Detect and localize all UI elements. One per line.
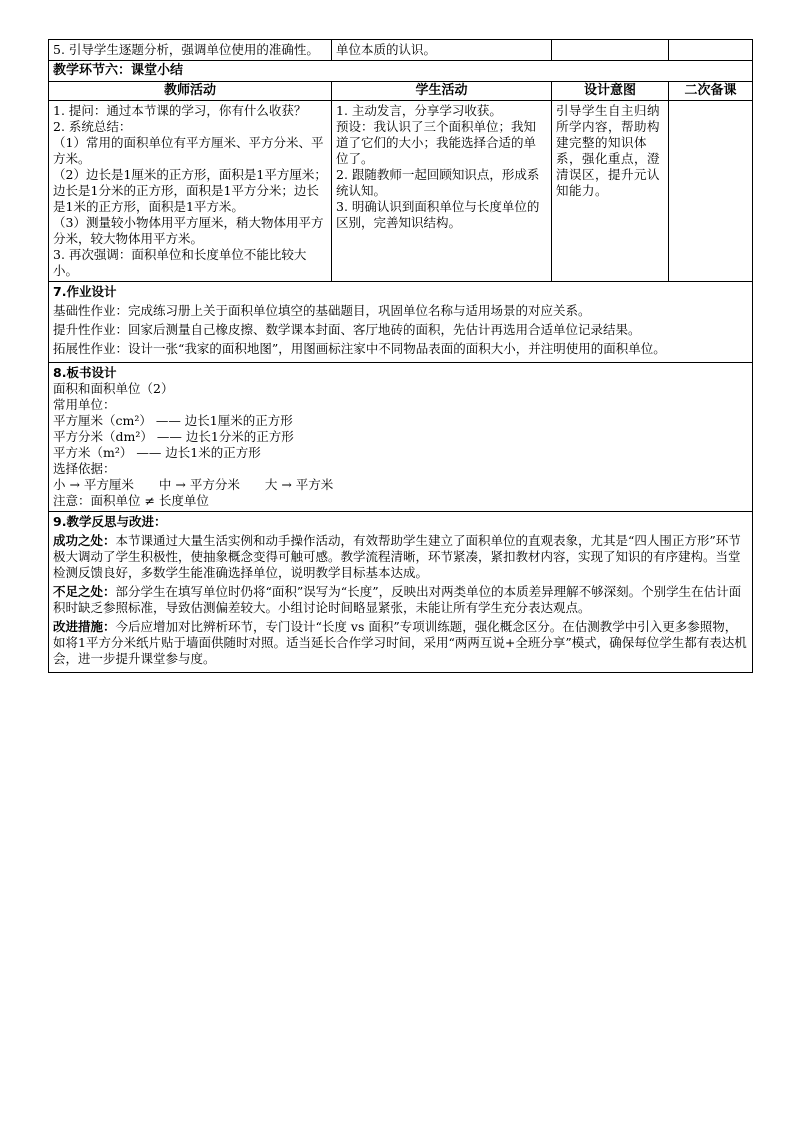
student-line: 2. 跟随教师一起回顾知识点，形成系统认知。	[336, 167, 540, 198]
reflection-improve	[53, 619, 748, 667]
board-line: 面积和面积单位（2）	[53, 381, 174, 396]
header-teacher-activity: 教师活动	[49, 82, 332, 101]
teacher-activity-cell: 5. 引导学生逐题分析，强调单位使用的准确性。	[49, 40, 332, 61]
board-line: 平方厘米（cm²） —— 边长1厘米的正方形	[53, 413, 293, 428]
board-line: 常用单位：	[53, 397, 116, 412]
header-second-prep: 二次备课	[669, 82, 753, 101]
column-header-row	[49, 82, 753, 101]
section6-student-cell	[332, 101, 552, 282]
student-line: 1. 主动发言，分享学习收获。	[336, 103, 502, 118]
board-line: 小 → 平方厘米 中 → 平方分米 大 → 平方米	[53, 477, 334, 492]
section6-title: 教学环节六：课堂小结	[49, 61, 753, 82]
section6-teacher-cell	[49, 101, 332, 282]
section7-title: 7.作业设计	[53, 284, 117, 299]
section6-content-row	[49, 101, 753, 282]
homework-design-cell	[49, 282, 753, 363]
reflection-lack	[53, 584, 748, 616]
header-student-activity: 学生活动	[332, 82, 552, 101]
teacher-line: （1）常用的面积单位有平方厘米、平方分米、平方米。	[53, 135, 324, 166]
student-line: 3. 明确认识到面积单位与长度单位的区别，完善知识结构。	[336, 199, 540, 230]
section9-title: 9.教学反思与改进：	[53, 514, 167, 529]
teacher-line: 1. 提问：通过本节课的学习，你有什么收获？	[53, 103, 307, 118]
section6-title-row	[49, 61, 753, 82]
lack-text: 部分学生在填写单位时仍将“面积”误写为“长度”，反映出对两类单位的本质差异理解不够深刻。个别学生在估计面积时缺乏参照标准，导致估测偏差较大。小组讨论时间略显紧张，未能让所有学生充分表达观点。	[53, 584, 742, 615]
section8-title: 8.板书设计	[53, 365, 117, 380]
section6-design-cell: 引导学生自主归纳所学内容，帮助构建完整的知识体系，强化重点，澄清误区，提升元认知能力。	[552, 101, 669, 282]
board-line: 选择依据：	[53, 461, 116, 476]
lesson-plan-page	[48, 39, 752, 673]
student-line: 预设：我认识了三个面积单位；我知道了它们的大小；我能选择合适的单位了。	[336, 119, 537, 166]
reflection-success	[53, 533, 748, 581]
homework-line: 提升性作业：回家后测量自己橡皮擦、数学课本封面、客厅地砖的面积，先估计再选用合适单位记录结果。	[53, 322, 641, 337]
student-activity-cell: 单位本质的认识。	[332, 40, 552, 61]
teacher-line: （2）边长是1厘米的正方形，面积是1平方厘米；边长是1分米的正方形，面积是1平方分米；边长是1米的正方形，面积是1平方米。	[53, 167, 327, 214]
lack-label: 不足之处：	[53, 584, 116, 599]
reflection-cell	[49, 512, 753, 673]
header-design-intent: 设计意图	[552, 82, 669, 101]
section7-row	[49, 282, 753, 363]
design-intent-cell	[552, 40, 669, 61]
teacher-line: 3. 再次强调：面积单位和长度单位不能比较大小。	[53, 247, 307, 278]
improve-label: 改进措施：	[53, 619, 116, 634]
homework-line: 拓展性作业：设计一张“我家的面积地图”，用图画标注家中不同物品表面的面积大小，并注明使用的面积单位。	[53, 341, 666, 356]
success-label: 成功之处：	[53, 533, 116, 548]
teacher-line: 2. 系统总结：	[53, 119, 132, 134]
board-line: 平方分米（dm²） —— 边长1分米的正方形	[53, 429, 294, 444]
improve-text: 今后应增加对比辨析环节，专门设计“长度 vs 面积”专项训练题，强化概念区分。在估测教学中引入更多参照物，如将1平方分米纸片贴于墙面供随时对照。适当延长合作学习时间，采用“两两互说+全班分享”模式，确保每位学生都有表达机会，进一步提升课堂参与度。	[53, 619, 747, 666]
section6-prep-cell	[669, 101, 753, 282]
board-line: 注意：面积单位 ≠ 长度单位	[53, 493, 209, 508]
section8-row	[49, 363, 753, 512]
board-line: 平方米（m²） —— 边长1米的正方形	[53, 445, 261, 460]
continued-row	[49, 40, 753, 61]
teacher-line: （3）测量较小物体用平方厘米，稍大物体用平方分米，较大物体用平方米。	[53, 215, 324, 246]
second-prep-cell	[669, 40, 753, 61]
section9-row	[49, 512, 753, 673]
lesson-plan-table	[48, 39, 753, 673]
homework-line: 基础性作业：完成练习册上关于面积单位填空的基础题目，巩固单位名称与适用场景的对应关系。	[53, 303, 591, 318]
success-text: 本节课通过大量生活实例和动手操作活动，有效帮助学生建立了面积单位的直观表象，尤其是“四人围正方形”环节极大调动了学生积极性，使抽象概念变得可触可感。教学流程清晰，环节紧凑，紧扣教材内容，实现了知识的有序建构。当堂检测反馈良好，多数学生能准确选择单位，说明教学目标基本达成。	[53, 533, 741, 580]
board-design-cell	[49, 363, 753, 512]
